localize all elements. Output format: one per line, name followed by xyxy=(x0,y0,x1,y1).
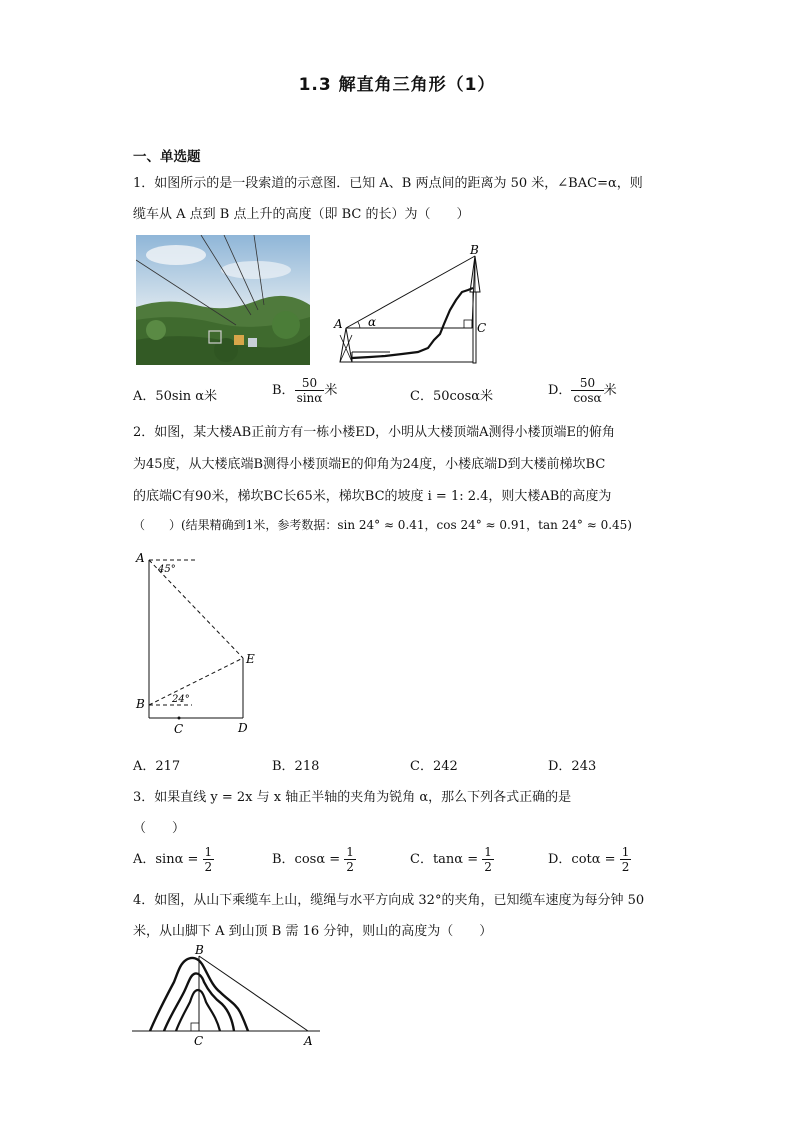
q4-text-line1: 4．如图，从山下乘缆车上山，缆绳与水平方向成 32°的夹角，已知缆车速度为每分钟 50 xyxy=(133,893,645,908)
q1-option-b[interactable] xyxy=(272,376,337,405)
q3-option-a[interactable] xyxy=(133,845,214,874)
q2-text-line3: 的底端C有90米，梯坎BC长65米，梯坎BC的坡度 i = 1: 2.4，则大楼AB的高度为 xyxy=(133,489,612,504)
q2-label-B: B xyxy=(136,697,145,711)
q4-label-A: A xyxy=(304,1034,313,1048)
q1-text-line2: 缆车从 A 点到 B 点上升的高度（即 BC 的长）为（ ） xyxy=(133,207,470,222)
q2-option-d[interactable]: D．243 xyxy=(548,759,597,774)
q1-option-c[interactable]: C．50cosα米 xyxy=(410,389,494,404)
q2-label-E: E xyxy=(246,652,255,666)
q2-label-C: C xyxy=(174,722,184,736)
q1-label-A: A xyxy=(334,317,343,331)
q2-option-c[interactable]: C．242 xyxy=(410,759,458,774)
q1-label-C: C xyxy=(477,321,487,335)
q2-diagram xyxy=(130,548,270,738)
q3-option-b-numerator: 1 xyxy=(346,845,354,859)
q3-option-a-denominator: 2 xyxy=(204,860,213,874)
q1-label-B: B xyxy=(470,243,479,257)
q3-option-d-numerator: 1 xyxy=(621,845,630,859)
q1-option-b-unit: 米 xyxy=(324,383,338,398)
q1-option-b-prefix: B． xyxy=(272,383,295,398)
q2-label-angle24: 24° xyxy=(172,694,190,705)
q1-option-d-numerator: 50 xyxy=(571,376,603,391)
page-title: 1.3 解直角三角形（1） xyxy=(298,75,496,95)
q3-option-a-numerator: 1 xyxy=(204,845,213,859)
q3-option-b[interactable] xyxy=(272,845,356,874)
q4-text-line2: 米，从山脚下 A 到山顶 B 需 16 分钟，则山的高度为（ ） xyxy=(133,924,493,939)
q2-label-A: A xyxy=(136,551,145,565)
q1-option-a[interactable]: A．50sin α米 xyxy=(133,389,218,404)
q1-option-d-denominator: cosα xyxy=(573,391,602,405)
q4-label-B: B xyxy=(195,943,204,957)
q2-option-a[interactable]: A．217 xyxy=(133,759,181,774)
q1-option-b-numerator: 50 xyxy=(295,376,325,391)
q3-option-c-prefix: C．tanα = xyxy=(410,852,479,867)
q2-text-line1: 2．如图，某大楼AB正前方有一栋小楼ED，小明从大楼顶端A测得小楼顶端E的俯角 xyxy=(133,425,616,440)
q1-diagram xyxy=(330,240,490,365)
q4-diagram xyxy=(128,942,328,1050)
q1-option-d[interactable] xyxy=(548,376,617,405)
q3-option-d-prefix: D．cotα = xyxy=(548,852,616,867)
q3-text-line2: （ ） xyxy=(133,821,186,836)
q1-option-d-unit: 米 xyxy=(603,383,617,398)
section-heading: 一、单选题 xyxy=(133,149,201,165)
q4-label-C: C xyxy=(194,1034,204,1048)
q3-option-c-numerator: 1 xyxy=(484,845,492,859)
q2-option-b[interactable]: B．218 xyxy=(272,759,320,774)
q3-text-line1: 3．如果直线 y = 2x 与 x 轴正半轴的夹角为锐角 α，那么下列各式正确的是 xyxy=(133,790,572,805)
q2-label-D: D xyxy=(238,721,248,735)
q1-cablecar-photo xyxy=(136,235,310,365)
q2-text-line4: （ ）(结果精确到1米，参考数据：sin 24° ≈ 0.41，cos 24° ≈ 0.91，tan 24° ≈ 0.45) xyxy=(133,518,632,532)
q1-option-d-prefix: D． xyxy=(548,383,572,398)
q1-text-line1: 1．如图所示的是一段索道的示意图．已知 A、B 两点间的距离为 50 米，∠BAC=α，则 xyxy=(133,176,643,191)
q2-text-line2: 为45度，从大楼底端B测得小楼顶端E的仰角为24度，小楼底端D到大楼前梯坎BC xyxy=(133,457,606,472)
q3-option-b-prefix: B．cosα = xyxy=(272,852,341,867)
q1-label-alpha: α xyxy=(368,315,377,329)
q3-option-a-prefix: A．sinα = xyxy=(133,852,199,867)
q3-option-d-denominator: 2 xyxy=(621,860,630,874)
q1-option-b-denominator: sinα xyxy=(296,391,323,405)
q3-option-b-denominator: 2 xyxy=(346,860,354,874)
q2-label-angle45: 45° xyxy=(158,564,176,575)
q3-option-c-denominator: 2 xyxy=(484,860,492,874)
q3-option-c[interactable] xyxy=(410,845,494,874)
q3-option-d[interactable] xyxy=(548,845,631,874)
